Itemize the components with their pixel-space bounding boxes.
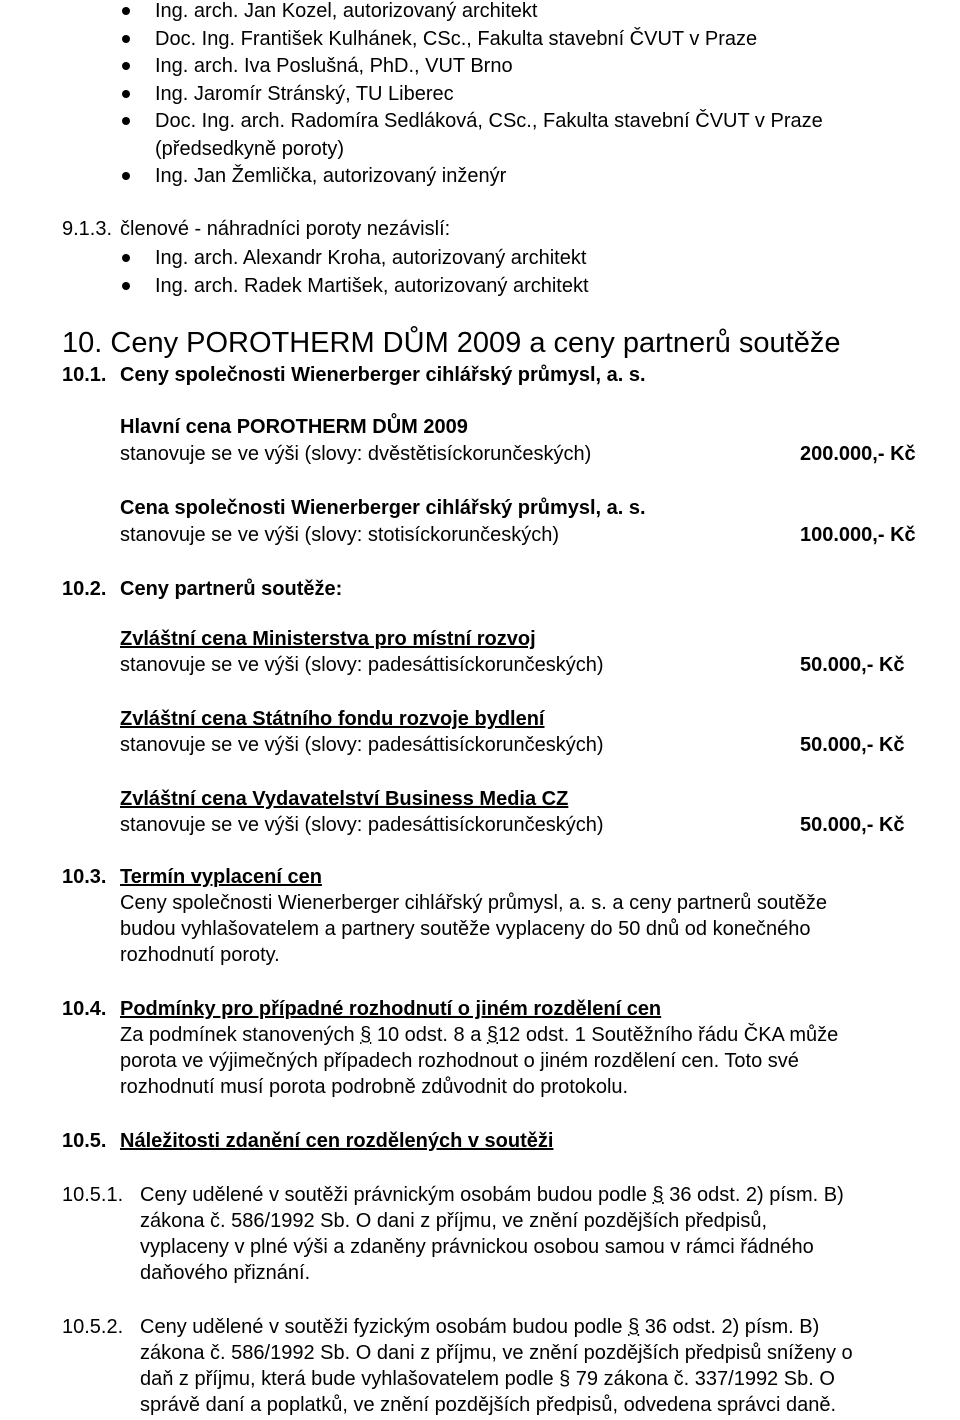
bullet-icon xyxy=(122,62,130,70)
paragraph-line: správě daní a poplatků, ve znění pozdějších předpisů, odvedena správci daně. xyxy=(140,1394,837,1416)
paragraph-line: daňového přiznání. xyxy=(140,1262,311,1284)
paragraph-line: Za podmínek stanovených § 10 odst. 8 a §12 odst. 1 Soutěžního řádu ČKA může xyxy=(120,1024,839,1046)
paragraph-sign: § xyxy=(360,1024,372,1046)
list-item: Ing. Jaromír Stránský, TU Liberec xyxy=(155,83,454,105)
bullet-icon xyxy=(122,172,130,180)
paragraph-line: Ceny společnosti Wienerberger cihlářský průmysl, a. s. a ceny partnerů soutěže xyxy=(120,892,827,914)
prize-description: stanovuje se ve výši (slovy: dvěstětisíckorunčeských) xyxy=(120,443,592,465)
bullet-icon xyxy=(122,117,130,125)
prize-amount: 50.000,- Kč xyxy=(800,654,905,676)
section-title: členové - náhradníci poroty nezávislí: xyxy=(120,218,451,240)
prize-description: stanovuje se ve výši (slovy: stotisíckorunčeských) xyxy=(120,524,560,546)
prize-name: Zvláštní cena Státního fondu rozvoje bydlení xyxy=(120,708,545,730)
bullet-icon xyxy=(122,7,130,15)
paragraph-sign: § xyxy=(652,1184,664,1206)
section-number: 10.1. xyxy=(62,364,107,386)
prize-description: stanovuje se ve výši (slovy: padesáttisíckorunčeských) xyxy=(120,654,604,676)
paragraph-sign: § xyxy=(486,1024,499,1046)
section-number: 10.5. xyxy=(62,1130,107,1152)
section-title: Ceny partnerů soutěže: xyxy=(120,578,343,600)
list-item: Ing. arch. Radek Martišek, autorizovaný architekt xyxy=(155,275,589,297)
bullet-icon xyxy=(122,35,130,43)
paragraph-line: vyplaceny v plné výši a zdaněny právnickou osobou samou v rámci řádného xyxy=(140,1236,814,1258)
list-item-continuation: (předsedkyně poroty) xyxy=(155,138,344,160)
paragraph-line: rozhodnutí musí porota podrobně zdůvodnit do protokolu. xyxy=(120,1076,629,1098)
list-item: Ing. Jan Žemlička, autorizovaný inženýr xyxy=(155,165,507,187)
paragraph-line: Ceny udělené v soutěži fyzickým osobám budou podle § 36 odst. 2) písm. B) xyxy=(140,1316,820,1338)
list-item: Ing. arch. Alexandr Kroha, autorizovaný architekt xyxy=(155,247,587,269)
section-title: Podmínky pro případné rozhodnutí o jiném rozdělení cen xyxy=(120,998,662,1020)
section-title: Ceny společnosti Wienerberger cihlářský průmysl, a. s. xyxy=(120,364,646,386)
list-item: Ing. arch. Iva Poslušná, PhD., VUT Brno xyxy=(155,55,513,77)
section-number: 10.2. xyxy=(62,578,107,600)
prize-amount: 50.000,- Kč xyxy=(800,734,905,756)
prize-name: Zvláštní cena Ministerstva pro místní rozvoj xyxy=(120,628,536,650)
prize-name: Zvláštní cena Vydavatelství Business Media CZ xyxy=(120,788,569,810)
prize-amount: 200.000,- Kč xyxy=(800,443,916,465)
bullet-icon xyxy=(122,254,130,262)
section-title: Náležitosti zdanění cen rozdělených v soutěži xyxy=(120,1130,554,1152)
paragraph-sign: § xyxy=(628,1316,640,1338)
bullet-icon xyxy=(122,282,130,290)
prize-description: stanovuje se ve výši (slovy: padesáttisíckorunčeských) xyxy=(120,814,604,836)
paragraph-line: daň z příjmu, která bude vyhlašovatelem podle § 79 zákona č. 337/1992 Sb. O xyxy=(140,1368,835,1390)
subsection-number: 10.5.1. xyxy=(62,1184,124,1206)
prize-amount: 50.000,- Kč xyxy=(800,814,905,836)
list-item: Doc. Ing. arch. Radomíra Sedláková, CSc., Fakulta stavební ČVUT v Praze xyxy=(155,110,823,132)
list-item: Doc. Ing. František Kulhánek, CSc., Fakulta stavební ČVUT v Praze xyxy=(155,28,758,50)
prize-name: Hlavní cena POROTHERM DŮM 2009 xyxy=(120,416,468,438)
bullet-icon xyxy=(122,90,130,98)
section-title: Termín vyplacení cen xyxy=(120,866,322,888)
paragraph-line: rozhodnutí poroty. xyxy=(120,944,280,966)
section-number: 10.4. xyxy=(62,998,107,1020)
prize-amount: 100.000,- Kč xyxy=(800,524,916,546)
paragraph-line: budou vyhlašovatelem a partnery soutěže vyplaceny do 50 dnů od konečného xyxy=(120,918,811,940)
section-number: 10.3. xyxy=(62,866,107,888)
subsection-number: 10.5.2. xyxy=(62,1316,124,1338)
paragraph-line: porota ve výjimečných případech rozhodnout o jiném rozdělení cen. Toto své xyxy=(120,1050,799,1072)
chapter-heading: 10. Ceny POROTHERM DŮM 2009 a ceny partnerů soutěže xyxy=(62,327,841,359)
section-number: 9.1.3. xyxy=(62,218,113,240)
prize-description: stanovuje se ve výši (slovy: padesáttisíckorunčeských) xyxy=(120,734,604,756)
paragraph-line: zákona č. 586/1992 Sb. O dani z příjmu, ve znění pozdějších předpisů sníženy o xyxy=(140,1342,853,1364)
prize-name: Cena společnosti Wienerberger cihlářský průmysl, a. s. xyxy=(120,497,646,519)
paragraph-line: zákona č. 586/1992 Sb. O dani z příjmu, ve znění pozdějších předpisů, xyxy=(140,1210,768,1232)
list-item: Ing. arch. Jan Kozel, autorizovaný architekt xyxy=(155,0,538,22)
paragraph-line: Ceny udělené v soutěži právnickým osobám budou podle § 36 odst. 2) písm. B) xyxy=(140,1184,844,1206)
